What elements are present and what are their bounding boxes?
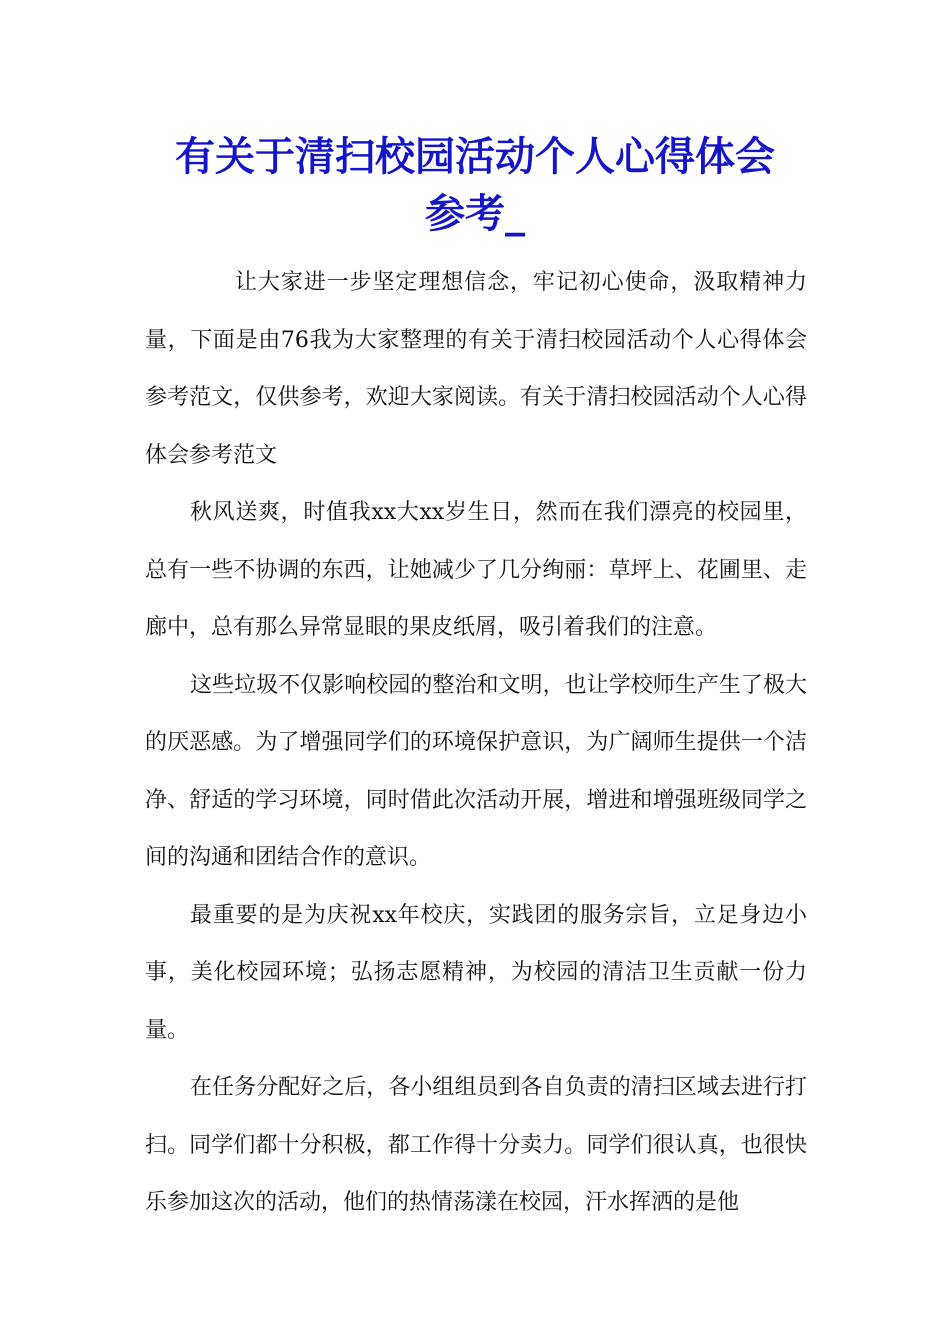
document-body (145, 254, 807, 1232)
paragraph: 秋风送爽，时值我xx大xx岁生日，然而在我们漂亮的校园里，总有一些不协调的东西，让她减少了几分绚丽：草坪上、花圃里、走廊中，总有那么异常显眼的果皮纸屑，吸引着我们的注意。 (145, 500, 807, 640)
paragraph: 在任务分配好之后，各小组组员到各自负责的清扫区域去进行打扫。同学们都十分积极，都工作得十分卖力。同学们很认真，也很快乐参加这次的活动，他们的热情荡漾在校园，汗水挥洒的是他 (145, 1075, 807, 1215)
document-title (100, 128, 850, 242)
paragraph-intro: 让大家进一步坚定理想信念，牢记初心使命，汲取精神力量，下面是由76我为大家整理的有关于清扫校园活动个人心得体会参考范文，仅供参考，欢迎大家阅读。有关于清扫校园活动个人心得体会参考范文 (145, 270, 807, 468)
paragraph: 这些垃圾不仅影响校园的整治和文明，也让学校师生产生了极大的厌恶感。为了增强同学们的环境保护意识，为广阔师生提供一个洁净、舒适的学习环境，同时借此次活动开展，增进和增强班级同学之间的沟通和团结合作的意识。 (145, 672, 807, 870)
paragraph: 最重要的是为庆祝xx年校庆，实践团的服务宗旨，立足身边小事，美化校园环境；弘扬志愿精神，为校园的清洁卫生贡献一份力量。 (145, 902, 807, 1043)
title-line-2: 参考_ (425, 190, 525, 237)
title-line-1: 有关于清扫校园活动个人心得体会 (175, 133, 775, 180)
